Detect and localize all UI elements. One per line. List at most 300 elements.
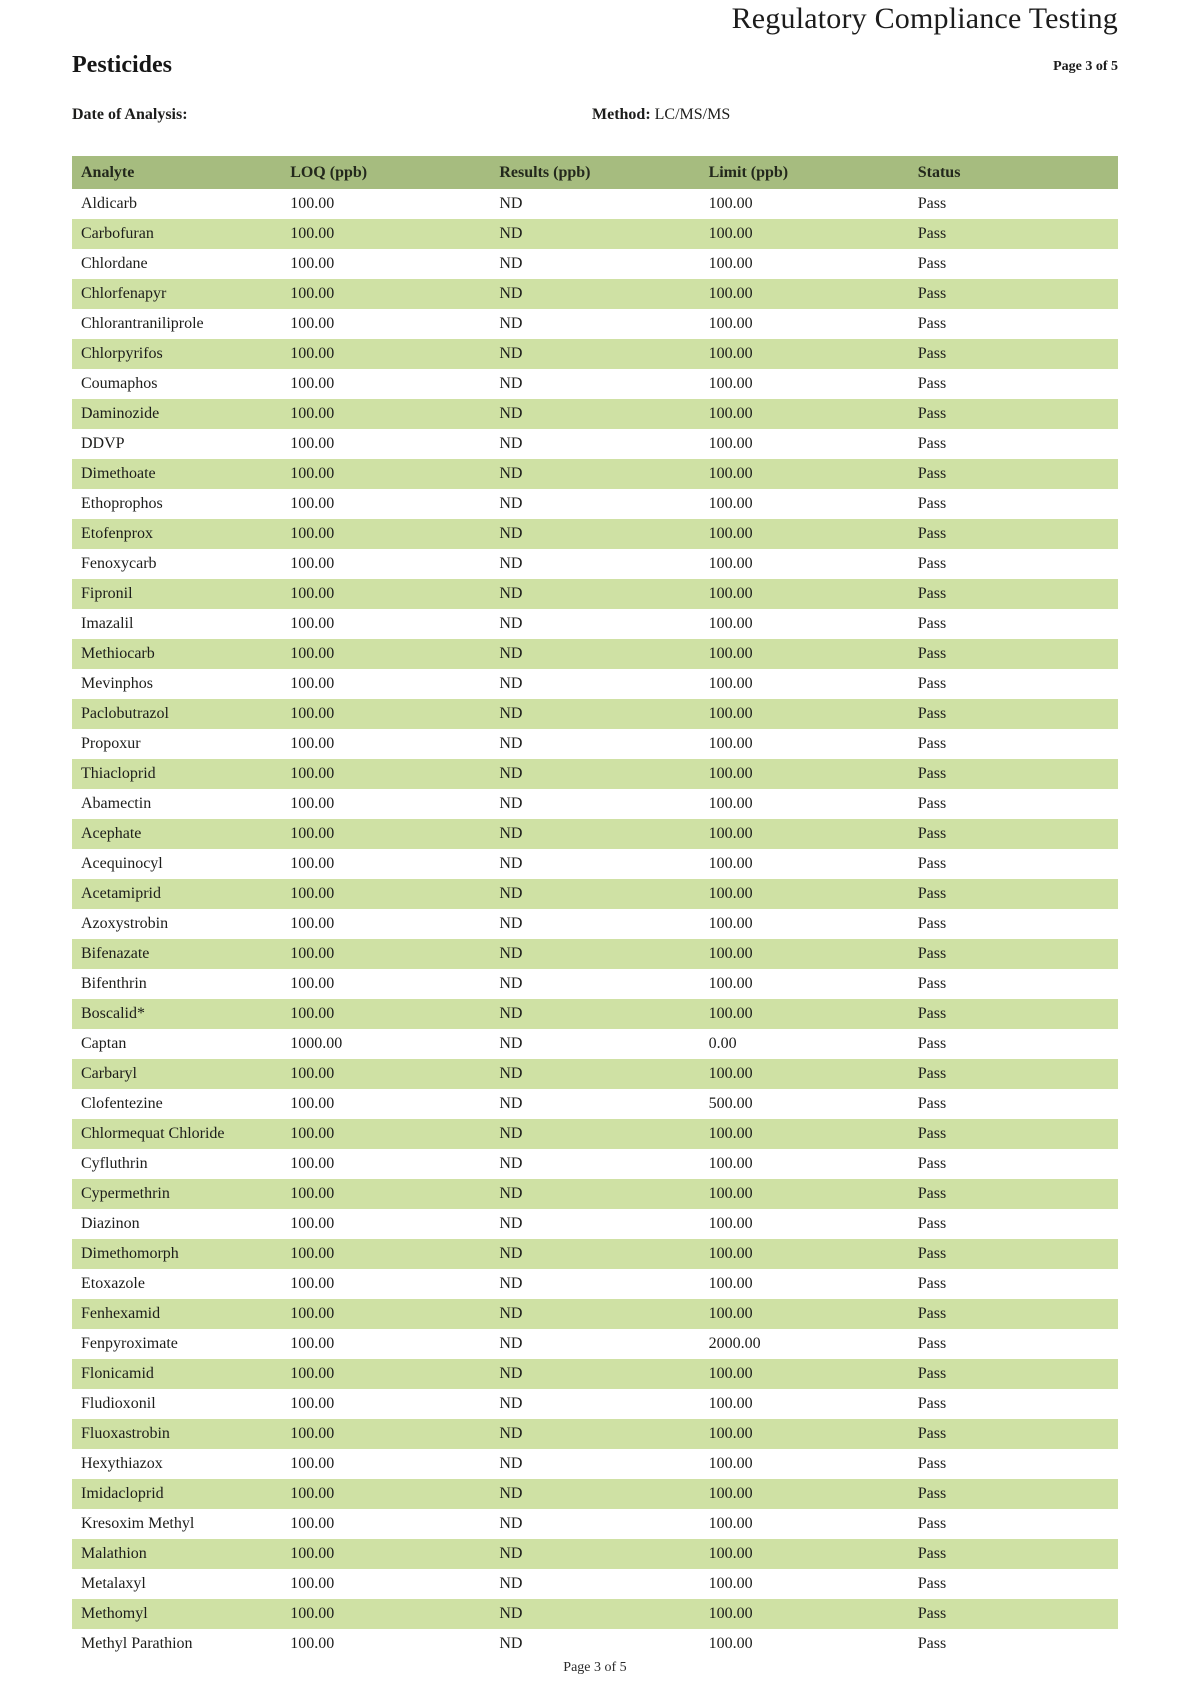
results-cell: ND [490,279,699,309]
results-cell: ND [490,549,699,579]
limit-cell: 100.00 [700,849,909,879]
table-row [72,1419,1118,1449]
results-cell: ND [490,189,699,219]
table-row [72,1449,1118,1479]
limit-cell: 100.00 [700,309,909,339]
table-row [72,1539,1118,1569]
results-cell: ND [490,519,699,549]
loq-cell: 100.00 [281,219,490,249]
analyte-cell: Carbofuran [72,219,281,249]
loq-cell: 100.00 [281,1329,490,1359]
analyte-cell: Mevinphos [72,669,281,699]
loq-cell: 100.00 [281,189,490,219]
loq-cell: 100.00 [281,969,490,999]
results-cell: ND [490,1029,699,1059]
results-cell: ND [490,1299,699,1329]
limit-cell: 100.00 [700,1239,909,1269]
results-cell: ND [490,429,699,459]
results-cell: ND [490,819,699,849]
status-cell: Pass [909,1119,1118,1149]
analyte-cell: Paclobutrazol [72,699,281,729]
analyte-cell: Daminozide [72,399,281,429]
limit-cell: 100.00 [700,279,909,309]
status-cell: Pass [909,1059,1118,1089]
analyte-cell: Dimethoate [72,459,281,489]
results-cell: ND [490,1599,699,1629]
limit-cell: 100.00 [700,1629,909,1659]
results-cell: ND [490,789,699,819]
table-row [72,1479,1118,1509]
results-cell: ND [490,1539,699,1569]
analyte-cell: Fenhexamid [72,1299,281,1329]
date-of-analysis-field [72,106,188,124]
limit-cell: 100.00 [700,1119,909,1149]
limit-cell: 0.00 [700,1029,909,1059]
limit-cell: 100.00 [700,1479,909,1509]
table-row [72,1059,1118,1089]
limit-cell: 100.00 [700,339,909,369]
results-cell: ND [490,1389,699,1419]
results-cell: ND [490,759,699,789]
table-row [72,699,1118,729]
loq-cell: 100.00 [281,729,490,759]
results-cell: ND [490,1329,699,1359]
status-cell: Pass [909,1629,1118,1659]
loq-cell: 100.00 [281,1449,490,1479]
status-cell: Pass [909,369,1118,399]
analyte-cell: Diazinon [72,1209,281,1239]
loq-cell: 100.00 [281,789,490,819]
loq-cell: 100.00 [281,279,490,309]
limit-cell: 100.00 [700,489,909,519]
status-cell: Pass [909,189,1118,219]
column-header-status: Status [909,156,1118,189]
loq-cell: 100.00 [281,339,490,369]
analyte-cell: DDVP [72,429,281,459]
analyte-cell: Acequinocyl [72,849,281,879]
results-cell: ND [490,459,699,489]
results-cell: ND [490,309,699,339]
status-cell: Pass [909,1089,1118,1119]
limit-cell: 100.00 [700,399,909,429]
table-row [72,1149,1118,1179]
status-cell: Pass [909,489,1118,519]
table-row [72,1209,1118,1239]
column-header-results: Results (ppb) [490,156,699,189]
table-row [72,1179,1118,1209]
limit-cell: 100.00 [700,909,909,939]
limit-cell: 100.00 [700,729,909,759]
limit-cell: 100.00 [700,519,909,549]
limit-cell: 100.00 [700,459,909,489]
table-row [72,819,1118,849]
limit-cell: 100.00 [700,1179,909,1209]
analyte-cell: Bifenazate [72,939,281,969]
analyte-cell: Chlordane [72,249,281,279]
limit-cell: 2000.00 [700,1329,909,1359]
table-row [72,669,1118,699]
results-cell: ND [490,1509,699,1539]
status-cell: Pass [909,1449,1118,1479]
analyte-cell: Kresoxim Methyl [72,1509,281,1539]
status-cell: Pass [909,789,1118,819]
status-cell: Pass [909,1209,1118,1239]
loq-cell: 100.00 [281,939,490,969]
column-header-limit: Limit (ppb) [700,156,909,189]
results-cell: ND [490,669,699,699]
status-cell: Pass [909,1179,1118,1209]
results-cell: ND [490,369,699,399]
table-row [72,1629,1118,1659]
loq-cell: 100.00 [281,1119,490,1149]
loq-cell: 100.00 [281,1569,490,1599]
method-label: Method: [592,106,651,123]
results-cell: ND [490,399,699,429]
loq-cell: 100.00 [281,819,490,849]
results-cell: ND [490,909,699,939]
limit-cell: 100.00 [700,1209,909,1239]
loq-cell: 100.00 [281,1599,490,1629]
table-row [72,279,1118,309]
table-row [72,609,1118,639]
status-cell: Pass [909,549,1118,579]
loq-cell: 100.00 [281,1359,490,1389]
table-row [72,189,1118,219]
results-cell: ND [490,1119,699,1149]
loq-cell: 100.00 [281,1269,490,1299]
results-cell: ND [490,729,699,759]
status-cell: Pass [909,729,1118,759]
results-cell: ND [490,1419,699,1449]
status-cell: Pass [909,999,1118,1029]
limit-cell: 100.00 [700,759,909,789]
analyte-cell: Imazalil [72,609,281,639]
analyte-cell: Propoxur [72,729,281,759]
table-row [72,969,1118,999]
loq-cell: 100.00 [281,309,490,339]
section-title: Pesticides [72,52,172,78]
table-row [72,909,1118,939]
analyte-cell: Coumaphos [72,369,281,399]
results-cell: ND [490,1269,699,1299]
loq-cell: 100.00 [281,1629,490,1659]
status-cell: Pass [909,759,1118,789]
method-value: LC/MS/MS [654,106,731,123]
results-cell: ND [490,1149,699,1179]
results-cell: ND [490,879,699,909]
loq-cell: 100.00 [281,1539,490,1569]
analyte-cell: Aldicarb [72,189,281,219]
loq-cell: 1000.00 [281,1029,490,1059]
limit-cell: 100.00 [700,249,909,279]
table-row [72,429,1118,459]
status-cell: Pass [909,1269,1118,1299]
analyte-cell: Fludioxonil [72,1389,281,1419]
results-cell: ND [490,249,699,279]
status-cell: Pass [909,429,1118,459]
page-indicator-footer: Page 3 of 5 [563,1660,627,1675]
limit-cell: 100.00 [700,1599,909,1629]
loq-cell: 100.00 [281,1509,490,1539]
status-cell: Pass [909,1329,1118,1359]
status-cell: Pass [909,1359,1118,1389]
page-indicator-top: Page 3 of 5 [1053,59,1118,74]
loq-cell: 100.00 [281,489,490,519]
table-row [72,1089,1118,1119]
analyte-cell: Carbaryl [72,1059,281,1089]
report-title: Regulatory Compliance Testing [731,2,1118,35]
status-cell: Pass [909,669,1118,699]
analyte-cell: Hexythiazox [72,1449,281,1479]
analyte-cell: Thiacloprid [72,759,281,789]
status-cell: Pass [909,1149,1118,1179]
table-row [72,1269,1118,1299]
table-row [72,999,1118,1029]
status-cell: Pass [909,249,1118,279]
status-cell: Pass [909,819,1118,849]
status-cell: Pass [909,1389,1118,1419]
results-cell: ND [490,339,699,369]
results-cell: ND [490,489,699,519]
status-cell: Pass [909,399,1118,429]
limit-cell: 100.00 [700,939,909,969]
status-cell: Pass [909,849,1118,879]
status-cell: Pass [909,279,1118,309]
limit-cell: 100.00 [700,1359,909,1389]
status-cell: Pass [909,1239,1118,1269]
analyte-cell: Boscalid* [72,999,281,1029]
limit-cell: 100.00 [700,189,909,219]
analyte-cell: Cyfluthrin [72,1149,281,1179]
limit-cell: 100.00 [700,999,909,1029]
limit-cell: 100.00 [700,879,909,909]
loq-cell: 100.00 [281,549,490,579]
status-cell: Pass [909,339,1118,369]
status-cell: Pass [909,1539,1118,1569]
table-row [72,1119,1118,1149]
pesticides-results-table [72,156,1118,1659]
loq-cell: 100.00 [281,879,490,909]
loq-cell: 100.00 [281,909,490,939]
status-cell: Pass [909,219,1118,249]
limit-cell: 100.00 [700,1419,909,1449]
analyte-cell: Malathion [72,1539,281,1569]
table-row [72,489,1118,519]
results-cell: ND [490,1359,699,1389]
loq-cell: 100.00 [281,429,490,459]
loq-cell: 100.00 [281,669,490,699]
loq-cell: 100.00 [281,1149,490,1179]
limit-cell: 100.00 [700,579,909,609]
analyte-cell: Dimethomorph [72,1239,281,1269]
loq-cell: 100.00 [281,1419,490,1449]
limit-cell: 100.00 [700,549,909,579]
table-row [72,1299,1118,1329]
table-row [72,399,1118,429]
table-row [72,879,1118,909]
status-cell: Pass [909,459,1118,489]
results-cell: ND [490,1569,699,1599]
loq-cell: 100.00 [281,1059,490,1089]
table-row [72,849,1118,879]
loq-cell: 100.00 [281,519,490,549]
loq-cell: 100.00 [281,1239,490,1269]
table-row [72,309,1118,339]
table-row [72,729,1118,759]
loq-cell: 100.00 [281,249,490,279]
status-cell: Pass [909,579,1118,609]
results-cell: ND [490,1449,699,1479]
results-cell: ND [490,1629,699,1659]
analyte-cell: Ethoprophos [72,489,281,519]
analyte-cell: Cypermethrin [72,1179,281,1209]
table-body [72,189,1118,1659]
limit-cell: 100.00 [700,669,909,699]
results-cell: ND [490,1479,699,1509]
results-cell: ND [490,639,699,669]
table-row [72,1569,1118,1599]
limit-cell: 500.00 [700,1089,909,1119]
table-row [72,369,1118,399]
loq-cell: 100.00 [281,399,490,429]
loq-cell: 100.00 [281,1209,490,1239]
section-header-row [72,52,1118,79]
results-cell: ND [490,939,699,969]
loq-cell: 100.00 [281,639,490,669]
limit-cell: 100.00 [700,1509,909,1539]
analyte-cell: Acetamiprid [72,879,281,909]
table-header-row [72,156,1118,189]
date-of-analysis-label: Date of Analysis: [72,106,188,123]
loq-cell: 100.00 [281,579,490,609]
analyte-cell: Chlorfenapyr [72,279,281,309]
limit-cell: 100.00 [700,1539,909,1569]
table-row [72,789,1118,819]
loq-cell: 100.00 [281,1089,490,1119]
analyte-cell: Chlorantraniliprole [72,309,281,339]
status-cell: Pass [909,909,1118,939]
limit-cell: 100.00 [700,819,909,849]
loq-cell: 100.00 [281,369,490,399]
analyte-cell: Chlorpyrifos [72,339,281,369]
limit-cell: 100.00 [700,969,909,999]
column-header-loq: LOQ (ppb) [281,156,490,189]
analyte-cell: Etofenprox [72,519,281,549]
table-row [72,249,1118,279]
analyte-cell: Fenpyroximate [72,1329,281,1359]
results-cell: ND [490,1179,699,1209]
limit-cell: 100.00 [700,1569,909,1599]
limit-cell: 100.00 [700,1299,909,1329]
table-row [72,939,1118,969]
status-cell: Pass [909,1479,1118,1509]
status-cell: Pass [909,1509,1118,1539]
loq-cell: 100.00 [281,1389,490,1419]
results-cell: ND [490,219,699,249]
status-cell: Pass [909,519,1118,549]
table-row [72,339,1118,369]
status-cell: Pass [909,609,1118,639]
results-cell: ND [490,579,699,609]
analyte-cell: Imidacloprid [72,1479,281,1509]
limit-cell: 100.00 [700,1149,909,1179]
status-cell: Pass [909,1029,1118,1059]
results-cell: ND [490,849,699,879]
loq-cell: 100.00 [281,1179,490,1209]
table-row [72,1239,1118,1269]
analysis-meta-row [72,106,1118,126]
limit-cell: 100.00 [700,1269,909,1299]
analyte-cell: Chlormequat Chloride [72,1119,281,1149]
table-row [72,1329,1118,1359]
analyte-cell: Flonicamid [72,1359,281,1389]
loq-cell: 100.00 [281,1299,490,1329]
table-row [72,1359,1118,1389]
results-cell: ND [490,609,699,639]
loq-cell: 100.00 [281,459,490,489]
status-cell: Pass [909,1419,1118,1449]
results-cell: ND [490,1089,699,1119]
analyte-cell: Azoxystrobin [72,909,281,939]
loq-cell: 100.00 [281,759,490,789]
limit-cell: 100.00 [700,219,909,249]
loq-cell: 100.00 [281,699,490,729]
analyte-cell: Acephate [72,819,281,849]
results-cell: ND [490,699,699,729]
table-row [72,1509,1118,1539]
results-cell: ND [490,999,699,1029]
status-cell: Pass [909,879,1118,909]
limit-cell: 100.00 [700,1389,909,1419]
table-row [72,1599,1118,1629]
table-row [72,1389,1118,1419]
table-row [72,219,1118,249]
results-cell: ND [490,1059,699,1089]
results-cell: ND [490,969,699,999]
table-row [72,579,1118,609]
analyte-cell: Methomyl [72,1599,281,1629]
analyte-cell: Methyl Parathion [72,1629,281,1659]
analyte-cell: Bifenthrin [72,969,281,999]
limit-cell: 100.00 [700,639,909,669]
table-header [72,156,1118,189]
limit-cell: 100.00 [700,789,909,819]
analyte-cell: Etoxazole [72,1269,281,1299]
results-cell: ND [490,1209,699,1239]
table-row [72,549,1118,579]
limit-cell: 100.00 [700,1059,909,1089]
limit-cell: 100.00 [700,369,909,399]
status-cell: Pass [909,1599,1118,1629]
status-cell: Pass [909,1569,1118,1599]
analyte-cell: Methiocarb [72,639,281,669]
status-cell: Pass [909,699,1118,729]
analyte-cell: Metalaxyl [72,1569,281,1599]
table-row [72,1029,1118,1059]
table-row [72,459,1118,489]
status-cell: Pass [909,939,1118,969]
loq-cell: 100.00 [281,609,490,639]
results-cell: ND [490,1239,699,1269]
limit-cell: 100.00 [700,609,909,639]
limit-cell: 100.00 [700,1449,909,1479]
analyte-cell: Fipronil [72,579,281,609]
table-row [72,759,1118,789]
method-field [592,106,730,124]
table-row [72,639,1118,669]
column-header-analyte: Analyte [72,156,281,189]
limit-cell: 100.00 [700,429,909,459]
